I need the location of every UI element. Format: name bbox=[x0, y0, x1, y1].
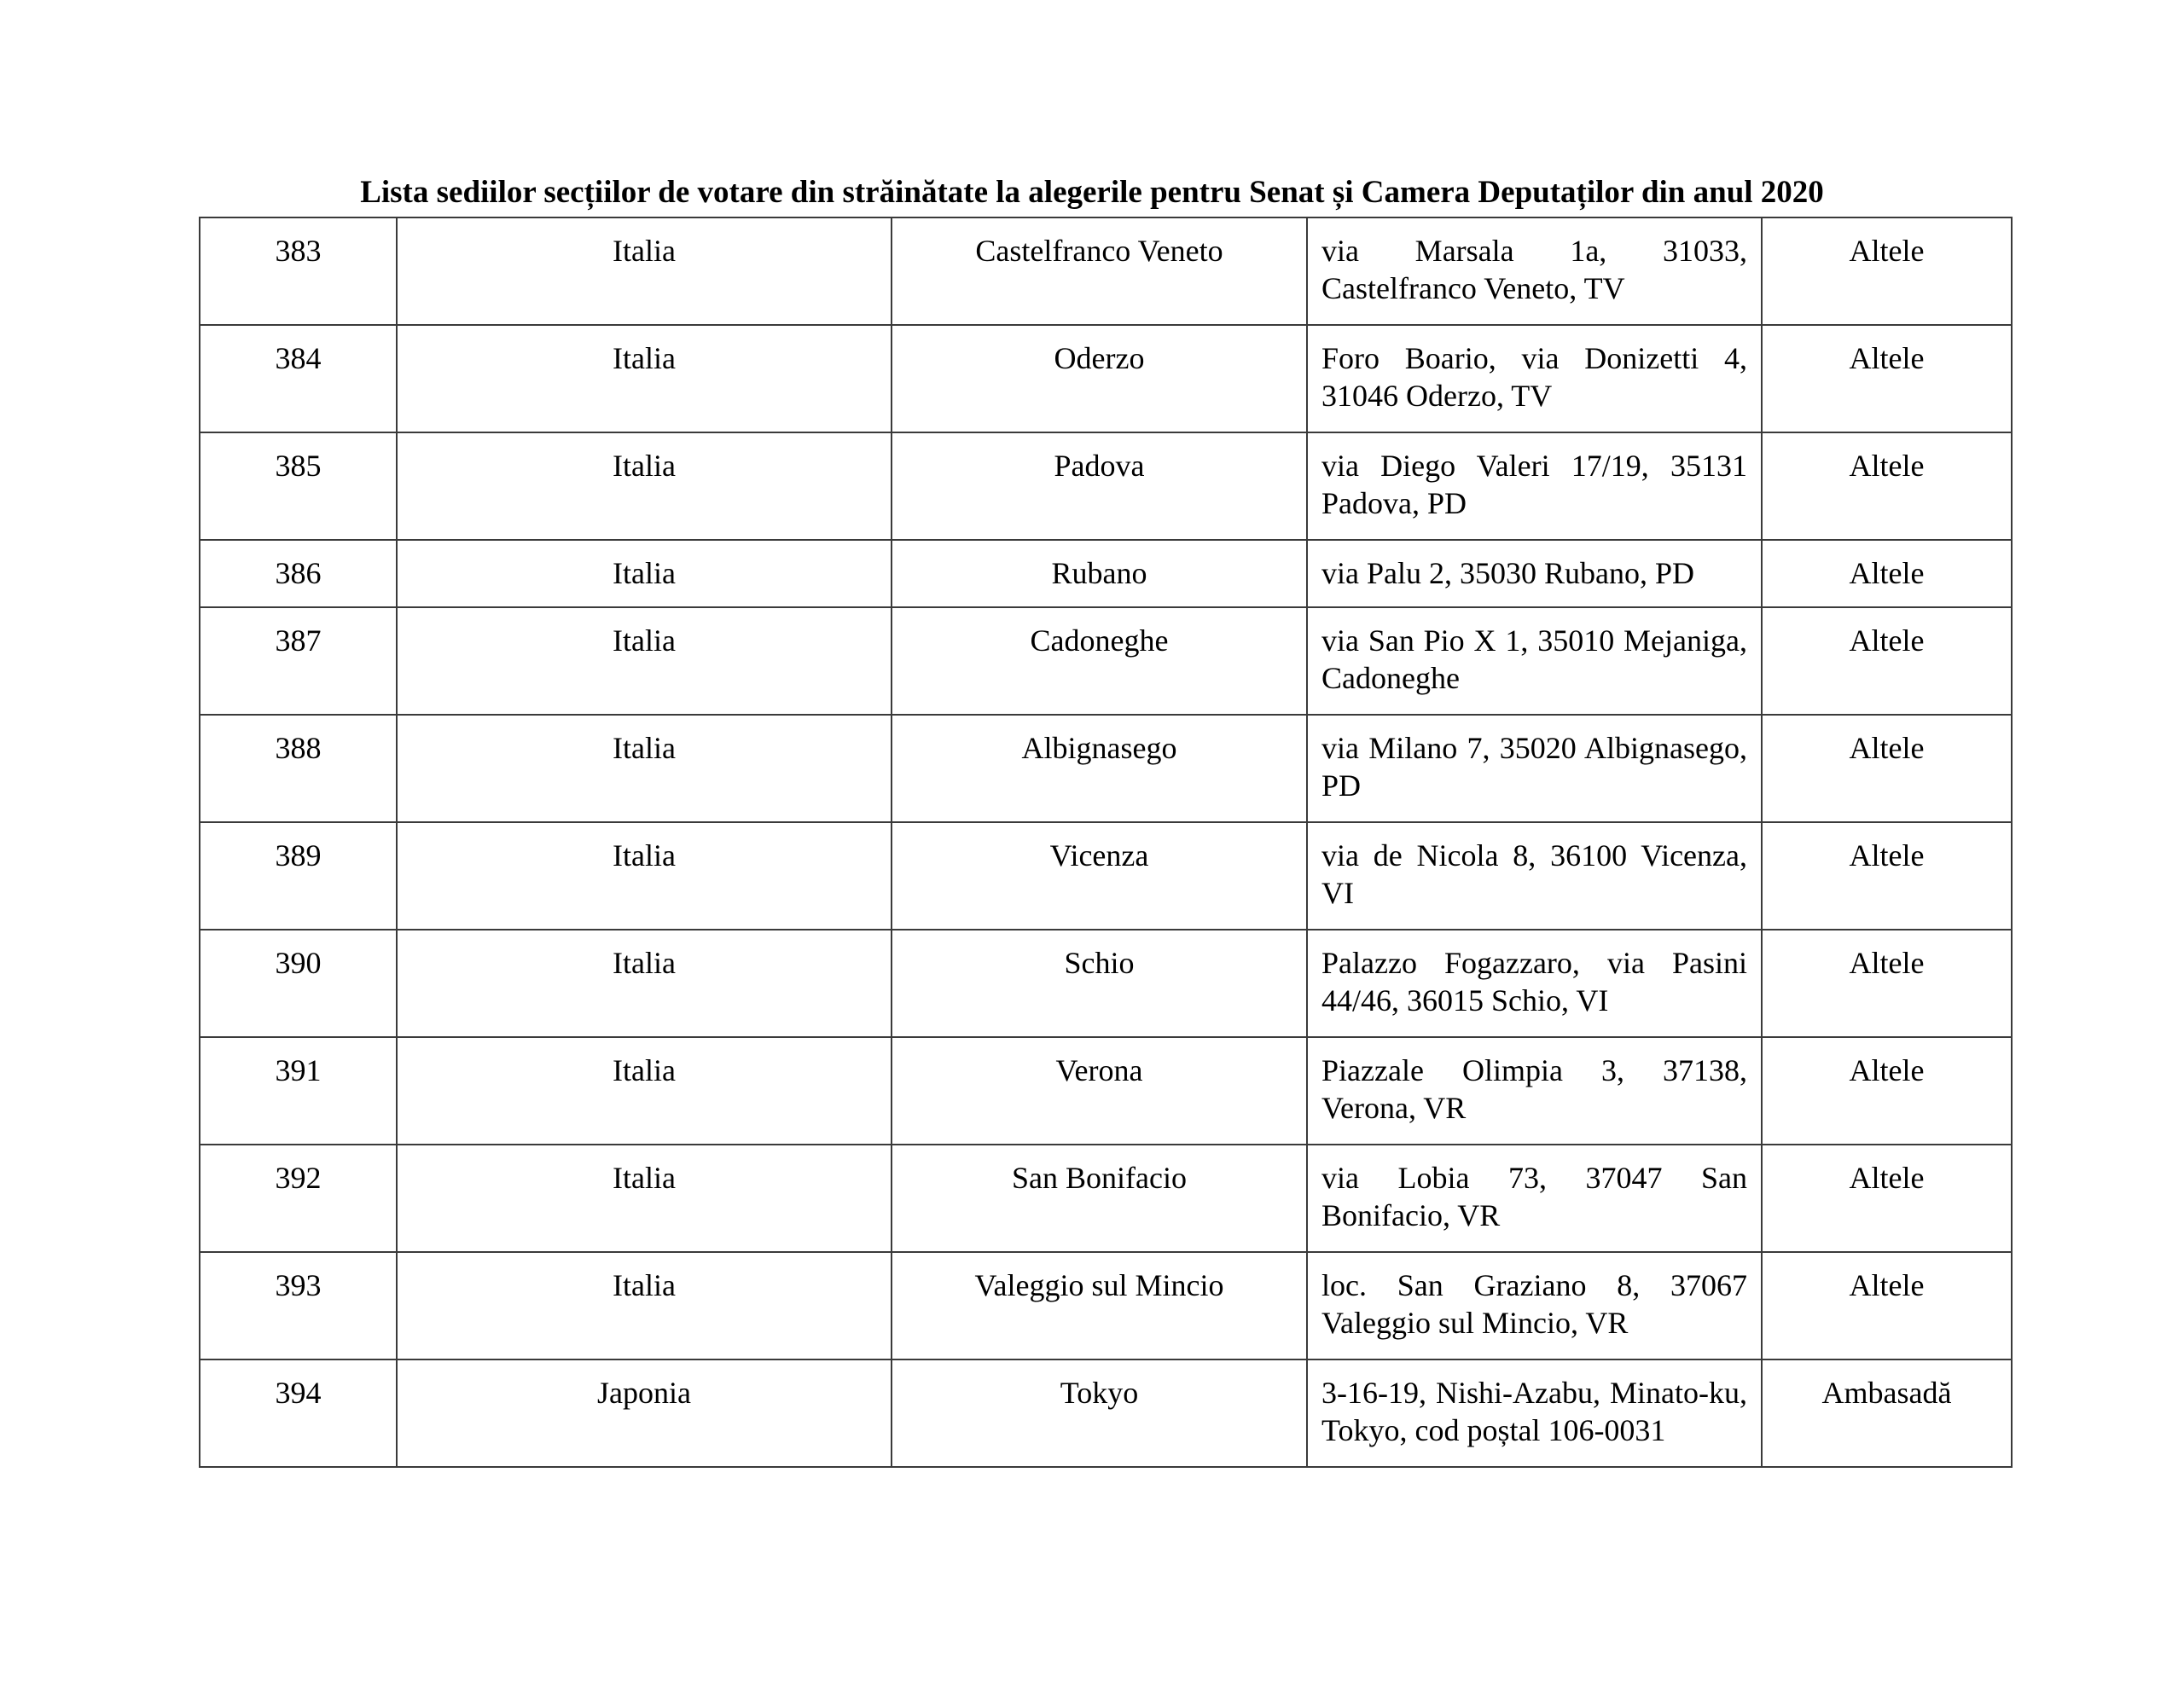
cell-type: Altele bbox=[1762, 1145, 2012, 1252]
cell-city: Tokyo bbox=[892, 1359, 1307, 1467]
cell-number: 387 bbox=[200, 607, 397, 715]
cell-city: Vicenza bbox=[892, 822, 1307, 930]
cell-number: 390 bbox=[200, 930, 397, 1037]
cell-country: Italia bbox=[397, 715, 892, 822]
cell-type: Altele bbox=[1762, 325, 2012, 432]
table-row bbox=[200, 1145, 2012, 1252]
cell-country: Italia bbox=[397, 822, 892, 930]
cell-number: 389 bbox=[200, 822, 397, 930]
cell-address: loc. San Graziano 8, 37067 Valeggio sul Mincio, VR bbox=[1307, 1252, 1762, 1359]
cell-number: 391 bbox=[200, 1037, 397, 1145]
cell-address: via Lobia 73, 37047 San Bonifacio, VR bbox=[1307, 1145, 1762, 1252]
page-title: Lista sediilor secțiilor de votare din străinătate la alegerile pentru Senat și Camera Deputaților din anul 2020 bbox=[360, 175, 1824, 210]
cell-type: Altele bbox=[1762, 432, 2012, 540]
cell-country: Japonia bbox=[397, 1359, 892, 1467]
cell-city: Oderzo bbox=[892, 325, 1307, 432]
cell-address: via Diego Valeri 17/19, 35131 Padova, PD bbox=[1307, 432, 1762, 540]
cell-type: Altele bbox=[1762, 822, 2012, 930]
table-row bbox=[200, 1037, 2012, 1145]
table-row bbox=[200, 217, 2012, 325]
table-row bbox=[200, 325, 2012, 432]
cell-address: via Palu 2, 35030 Rubano, PD bbox=[1307, 540, 1762, 607]
cell-type: Altele bbox=[1762, 715, 2012, 822]
cell-number: 384 bbox=[200, 325, 397, 432]
cell-country: Italia bbox=[397, 1252, 892, 1359]
cell-type: Altele bbox=[1762, 607, 2012, 715]
cell-city: Rubano bbox=[892, 540, 1307, 607]
cell-type: Altele bbox=[1762, 217, 2012, 325]
cell-country: Italia bbox=[397, 1037, 892, 1145]
cell-city: Schio bbox=[892, 930, 1307, 1037]
polling-stations-table bbox=[199, 217, 2013, 1468]
cell-type: Altele bbox=[1762, 1037, 2012, 1145]
cell-city: Castelfranco Veneto bbox=[892, 217, 1307, 325]
table-row bbox=[200, 1359, 2012, 1467]
cell-country: Italia bbox=[397, 217, 892, 325]
cell-type: Altele bbox=[1762, 540, 2012, 607]
cell-address: via San Pio X 1, 35010 Mejaniga, Cadoneghe bbox=[1307, 607, 1762, 715]
table-row bbox=[200, 822, 2012, 930]
cell-number: 385 bbox=[200, 432, 397, 540]
cell-country: Italia bbox=[397, 930, 892, 1037]
cell-city: Albignasego bbox=[892, 715, 1307, 822]
cell-number: 394 bbox=[200, 1359, 397, 1467]
cell-address: via Milano 7, 35020 Albignasego, PD bbox=[1307, 715, 1762, 822]
cell-address: via de Nicola 8, 36100 Vicenza, VI bbox=[1307, 822, 1762, 930]
table-row bbox=[200, 1252, 2012, 1359]
cell-number: 393 bbox=[200, 1252, 397, 1359]
cell-city: Cadoneghe bbox=[892, 607, 1307, 715]
cell-country: Italia bbox=[397, 540, 892, 607]
cell-address: Foro Boario, via Donizetti 4, 31046 Oderzo, TV bbox=[1307, 325, 1762, 432]
cell-country: Italia bbox=[397, 1145, 892, 1252]
cell-type: Ambasadă bbox=[1762, 1359, 2012, 1467]
table-row bbox=[200, 607, 2012, 715]
cell-address: Piazzale Olimpia 3, 37138, Verona, VR bbox=[1307, 1037, 1762, 1145]
cell-country: Italia bbox=[397, 325, 892, 432]
cell-number: 386 bbox=[200, 540, 397, 607]
cell-number: 392 bbox=[200, 1145, 397, 1252]
table-row bbox=[200, 432, 2012, 540]
cell-city: Verona bbox=[892, 1037, 1307, 1145]
cell-address: Palazzo Fogazzaro, via Pasini 44/46, 36015 Schio, VI bbox=[1307, 930, 1762, 1037]
cell-city: Valeggio sul Mincio bbox=[892, 1252, 1307, 1359]
cell-type: Altele bbox=[1762, 1252, 2012, 1359]
cell-address: via Marsala 1a, 31033, Castelfranco Veneto, TV bbox=[1307, 217, 1762, 325]
cell-country: Italia bbox=[397, 607, 892, 715]
cell-address: 3-16-19, Nishi-Azabu, Minato-ku, Tokyo, cod poștal 106-0031 bbox=[1307, 1359, 1762, 1467]
cell-city: Padova bbox=[892, 432, 1307, 540]
cell-number: 388 bbox=[200, 715, 397, 822]
cell-type: Altele bbox=[1762, 930, 2012, 1037]
table-row bbox=[200, 540, 2012, 607]
cell-city: San Bonifacio bbox=[892, 1145, 1307, 1252]
table-row bbox=[200, 930, 2012, 1037]
cell-country: Italia bbox=[397, 432, 892, 540]
cell-number: 383 bbox=[200, 217, 397, 325]
table-row bbox=[200, 715, 2012, 822]
